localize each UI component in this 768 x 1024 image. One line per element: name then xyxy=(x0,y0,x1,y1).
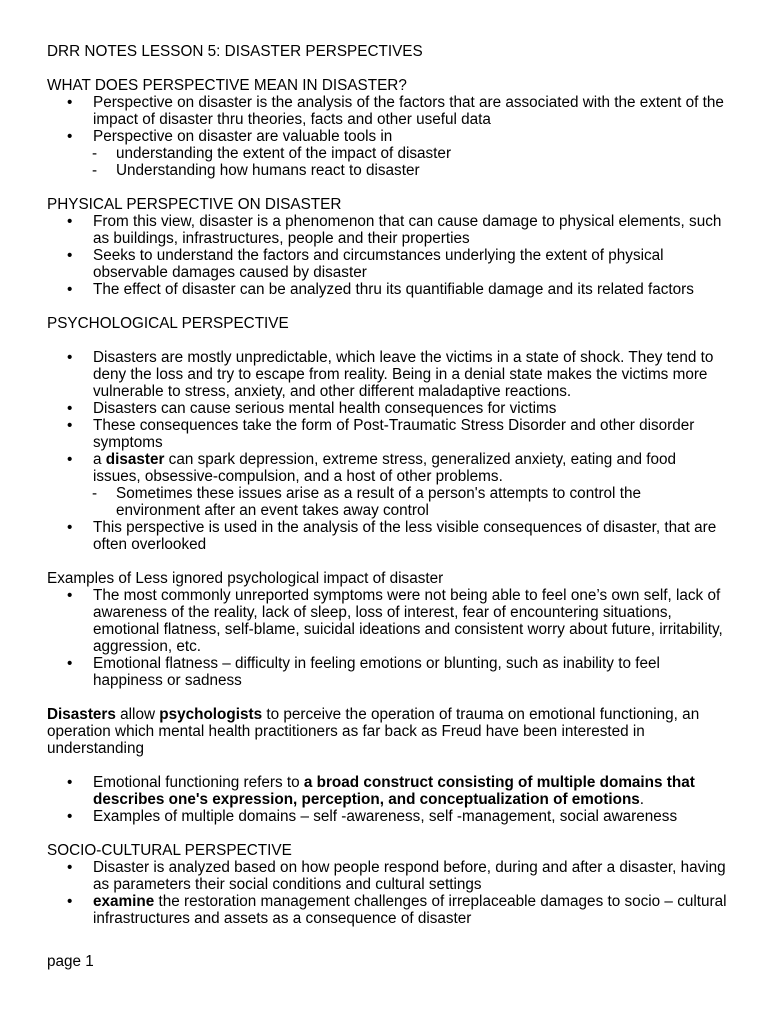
list-item-text: This perspective is used in the analysis of the less visible consequences of disaster, that are often overlooked xyxy=(93,519,717,553)
list-item-text: The most commonly unreported symptoms were not being able to feel one’s own self, lack of awareness of the reality, lack of sleep, loss of interest, fear of encountering situations, emotional flatness, self-blame, suicidal ideations and consistent worry about future, irritability, aggression, etc. xyxy=(93,587,723,655)
section-heading-examples: Examples of Less ignored psychological impact of disaster xyxy=(47,570,444,587)
list-item-text: Perspective on disaster is the analysis of the factors that are associated with the extent of the impact of disaster thru theories, facts and other useful data xyxy=(93,94,724,128)
list-item xyxy=(47,417,727,451)
paragraph-text: allow xyxy=(115,706,160,723)
list-item-text: From this view, disaster is a phenomenon that can cause damage to physical elements, such as buildings, infrastructures, people and their properties xyxy=(93,213,722,247)
bullet-list xyxy=(47,587,727,689)
bold-term: examine xyxy=(93,893,155,910)
list-item-text: Disaster is analyzed based on how people respond before, during and after a disaster, having as parameters their social conditions and cultural settings xyxy=(93,859,726,893)
dash-list xyxy=(47,145,727,179)
sub-list-item-text: Understanding how humans react to disaster xyxy=(116,162,420,179)
bullet-icon: • xyxy=(67,519,73,536)
list-item xyxy=(47,281,727,298)
list-item xyxy=(47,247,727,281)
bullet-icon: • xyxy=(67,213,73,230)
bullet-list xyxy=(47,859,727,927)
sub-list-item xyxy=(47,162,727,179)
list-item-text-post: . xyxy=(639,791,645,808)
list-item-text: Seeks to understand the factors and circumstances underlying the extent of physical observable damages caused by disaster xyxy=(93,247,664,281)
list-item-text: Examples of multiple domains – self -awareness, self -management, social awareness xyxy=(93,808,678,825)
list-item-text: Perspective on disaster are valuable tools in xyxy=(93,128,393,145)
bullet-icon: • xyxy=(67,128,73,145)
list-item xyxy=(47,859,727,893)
document-page xyxy=(47,43,727,927)
bullet-icon: • xyxy=(67,859,73,876)
page-number: page 1 xyxy=(47,953,94,970)
bullet-icon: • xyxy=(67,655,73,672)
dash-icon: - xyxy=(92,162,98,179)
bullet-icon: • xyxy=(67,808,73,825)
bullet-icon: • xyxy=(67,893,73,910)
sub-list-item-text: understanding the extent of the impact of disaster xyxy=(116,145,452,162)
sub-list-item xyxy=(47,485,727,519)
section-heading-psychological-perspective: PSYCHOLOGICAL PERSPECTIVE xyxy=(47,315,289,332)
bold-term: psychologists xyxy=(159,706,263,723)
list-item xyxy=(47,400,727,417)
bold-definition: a broad construct consisting of multiple domains that describes one's expression, perception, and conceptualization of emotions xyxy=(93,774,695,808)
bullet-icon: • xyxy=(67,281,73,298)
section-heading-socio-cultural: SOCIO-CULTURAL PERSPECTIVE xyxy=(47,842,292,859)
bullet-list xyxy=(47,94,727,145)
list-item xyxy=(47,655,727,689)
bullet-list xyxy=(47,349,727,485)
bold-term: Disasters xyxy=(47,706,116,723)
spacer xyxy=(47,553,727,570)
sub-list-item-text: Sometimes these issues arise as a result of a person's attempts to control the environment after an event takes away control xyxy=(116,485,641,519)
bullet-icon: • xyxy=(67,247,73,264)
bullet-icon: • xyxy=(67,587,73,604)
list-item xyxy=(47,128,727,145)
paragraph-text: to perceive the operation of trauma on emotional functioning, an operation which mental health practitioners as far back as Freud have been interested in understanding xyxy=(47,706,700,757)
bullet-icon: • xyxy=(67,400,73,417)
bullet-icon: • xyxy=(67,774,73,791)
list-item xyxy=(47,451,727,485)
bullet-icon: • xyxy=(67,349,73,366)
list-item-text: Emotional flatness – difficulty in feeling emotions or blunting, such as inability to feel happiness or sadness xyxy=(93,655,660,689)
bullet-icon: • xyxy=(67,417,73,434)
list-item-text-post: can spark depression, extreme stress, generalized anxiety, eating and food issues, obsessive-compulsion, and a host of other problems. xyxy=(93,451,677,485)
spacer xyxy=(47,757,727,774)
spacer xyxy=(47,332,727,349)
spacer xyxy=(47,689,727,706)
list-item xyxy=(47,587,727,655)
list-item-text: The effect of disaster can be analyzed thru its quantifiable damage and its related factors xyxy=(93,281,694,298)
list-item xyxy=(47,893,727,927)
paragraph-disasters-psychologists xyxy=(47,706,727,757)
list-item-text-pre: Emotional functioning refers to xyxy=(93,774,304,791)
bullet-icon: • xyxy=(67,94,73,111)
section-heading-physical-perspective: PHYSICAL PERSPECTIVE ON DISASTER xyxy=(47,196,342,213)
section-heading-perspective-meaning: WHAT DOES PERSPECTIVE MEAN IN DISASTER? xyxy=(47,77,407,94)
bullet-list xyxy=(47,213,727,298)
list-item xyxy=(47,213,727,247)
list-item-text-post: the restoration management challenges of irreplaceable damages to socio – cultural infrastructures and assets as a consequence of disaster xyxy=(93,893,727,927)
spacer xyxy=(47,179,727,196)
dash-icon: - xyxy=(92,485,98,502)
list-item-text: Disasters are mostly unpredictable, which leave the victims in a state of shock. They tend to deny the loss and try to escape from reality. Being in a denial state makes the victims more vulnerable to stress, anxiety, and other different maladaptive reactions. xyxy=(93,349,714,400)
document-title: DRR NOTES LESSON 5: DISASTER PERSPECTIVES xyxy=(47,43,423,60)
bullet-icon: • xyxy=(67,451,73,468)
list-item xyxy=(47,774,727,808)
list-item xyxy=(47,808,727,825)
bold-term: disaster xyxy=(105,451,165,468)
dash-list xyxy=(47,485,727,519)
list-item-text-pre: a xyxy=(93,451,106,468)
spacer xyxy=(47,825,727,842)
spacer xyxy=(47,298,727,315)
bullet-list xyxy=(47,519,727,553)
list-item-text: Disasters can cause serious mental health consequences for victims xyxy=(93,400,557,417)
list-item xyxy=(47,94,727,128)
list-item-text: These consequences take the form of Post-Traumatic Stress Disorder and other disorder symptoms xyxy=(93,417,695,451)
sub-list-item xyxy=(47,145,727,162)
dash-icon: - xyxy=(92,145,98,162)
list-item xyxy=(47,349,727,400)
bullet-list xyxy=(47,774,727,825)
list-item xyxy=(47,519,727,553)
